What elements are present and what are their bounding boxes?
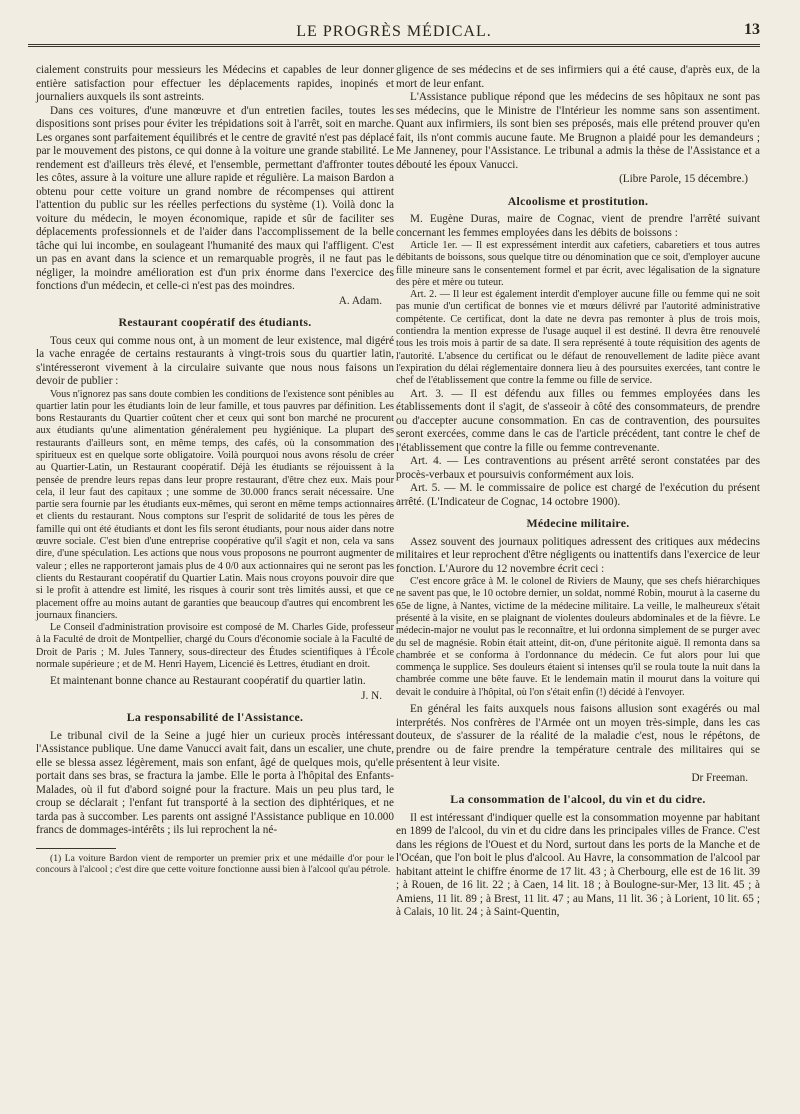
paragraph: Vous n'ignorez pas sans doute combien les conditions de l'existence sont pénibles au quartier latin pour les étudiants loin de leur famille, et tous pauvres par définition. Les bons Restaurants du Quartier coûtent cher et ceux qui sont bon marché ne procurent aux étudiants qu'une alimentation généralement peu hygiénique. La plupart des restaurants d'ailleurs sont, en même temps, des cafés, où la consommation des spiritueux est en quelque sorte obligatoire. Voilà pourquoi nous avons résolu de créer au Quartier-Latin, un Restaurant coopératif. Déjà les étudiants se réjouissent à la pensée de prendre leurs repas dans leur propre restaurant, d'être chez eux. Mais pour cela, il leur faut des capitaux ; une somme de 30.000 francs serait nécessaire. Une partie sera fournie par les étudiants eux-mêmes, qui seront en même temps actionnaires et clients du restaurant. Nous comptons sur l'esprit de solidarité de tous les pères de famille qui ont été étudiants et dont les fils seront étudiants, pour nous aider dans notre œuvre sociale. C'est bien d'une entreprise coopérative qu'il s'agit et non, cela va sans dire, d'une spéculation. Les actions que nous vous proposons ne pourront augmenter de valeur ; elles ne rapporteront jamais plus de 4 0/0 aux actionnaires qui ne seront pas les clients du Restaurant coopératif du Quartier Latin. Mais nous croyons pouvoir dire que si le profit à attendre est limité, les risques à courir sont très limités aussi, et que ce placement offre au moins autant de garanties que beaucoup d'autres qui encombrent les journaux financiers.	[36, 388, 394, 621]
quoted-article	[396, 576, 760, 699]
paragraph: Art. 2. — Il leur est également interdit d'employer aucune fille ou femme qui ne soit pas munie d'un certificat de bonnes vie et mœurs délivré par l'autorité administrative compétente. Ce certificat, dont la date ne devra pas remonter à plus de trois mois, contiendra la mention expresse de l'usage auquel il est destiné. Il devra être renouvelé tous les trois mois à partir de sa date. Il sera représenté à toute réquisition des agents de l'autorité. L'absence du certificat ou le défaut de renouvellement de ladite pièce avant l'expiration du délai réglementaire donnera lieu à des poursuites exercées, tant contre le chef de l'établissement que contre la femme ou fille de service.	[396, 289, 760, 387]
paragraph: Le tribunal civil de la Seine a jugé hier un curieux procès intéressant l'Assistance publique. Une dame Vanucci avait fait, dans un escalier, une chute, elle se blessa assez légèrement, mais son enfant, âgé de quelques mois, qu'elle portait dans ses bras, se fractura la jambe. Elle le porta à l'hôpital des Enfants-Malades, où il fut d'abord soigné pour la fracture. Mais un peu plus tard, le croup se déclarait ; l'enfant fut transporté à la section des diphtériques, et ne tarda pas à succomber. Les parents ont assigné l'Assistance publique en 10.000 francs de dommages-intérêts ; ils lui reprochent la né-	[36, 729, 394, 837]
page-header	[28, 18, 760, 47]
paragraph: Article 1er. — Il est expressément interdit aux cafetiers, cabaretiers et tous autres débitants de boissons, sous quelque titre ou dénomination que ce soit, d'employer aucune fille mineure sans le consentement formel et par écrit, avec légalisation de la signature des père et mère ou tuteur.	[396, 240, 760, 288]
signature: J. N.	[361, 689, 382, 702]
paragraph: Il est intéressant d'indiquer quelle est la consommation moyenne par habitant en 1899 de l'alcool, du vin et du cidre dans les principales villes de France. C'est dans les régions de l'Ouest et du Nord, surtout dans les ports de la Manche et de l'Océan, que l'on boit le plus d'alcool. Au Havre, la consommation de l'alcool par habitant atteint le chiffre énorme de 17 lit. 43 ; à Cherbourg, elle est de 16 lit. 39 ; à Rouen, de 16 lit. 22 ; à Caen, 14 lit. 18 ; à Boulogne-sur-Mer, 13 lit. 45 ; à Amiens, 11 lit. 89 ; à Brest, 11 lit. 47 ; au Mans, 11 lit. 36 ; à Lorient, 10 lit. 65 ; à Calais, 10 lit. 24 ; à Saint-Quentin,	[396, 811, 760, 919]
page-number: 13	[744, 21, 760, 38]
section-heading: Alcoolisme et prostitution.	[507, 193, 649, 208]
quoted-circular	[36, 389, 394, 672]
right-column	[396, 64, 760, 920]
section-heading: La consommation de l'alcool, du vin et du cidre.	[450, 792, 706, 807]
paragraph: Tous ceux qui comme nous ont, à un moment de leur existence, mal digéré la vache enragée de certains restaurants à vingt-trois sous du quartier latin, s'intéresseront vivement à la circulaire suivante que nous nous faisons un devoir de publier :	[36, 334, 394, 387]
source-citation: (Libre Parole, 15 décembre.)	[619, 173, 748, 185]
decree-articles	[396, 240, 760, 388]
signature: Dr Freeman.	[691, 771, 748, 784]
paragraph: Et maintenant bonne chance au Restaurant coopératif du quartier latin.	[50, 675, 366, 688]
paragraph: Art. 4. — Les contraventions au présent arrêté seront constatées par des procès-verbaux et poursuivis conformément aux lois.	[396, 455, 760, 481]
paragraph: L'Assistance publique répond que les médecins de ses hôpitaux ne sont pas ses médecins, que le Ministre de l'Intérieur les nomme sans son assentiment. Quant aux infirmiers, ils sont bien ses préposés, mais elle prétend prouver qu'en fait, ils n'ont commis aucune faute. Me Brugnon a plaidé pour les demandeurs ; Me Janneney, pour l'Assistance. Le tribunal a admis la thèse de l'Assistance et a débouté les époux Vanucci.	[396, 91, 760, 171]
paragraph: Dans ces voitures, d'une manœuvre et d'un entretien faciles, toutes les dispositions sont prises pour éviter les trépidations soit à l'arrêt, soit en marche. Les organes sont parfaitement équilibrés et le centre de gravité n'est pas déplacé par le mouvement des pistons, ce qui donne à la voiture une grande stabilité. Le rendement est d'ailleurs très élevé, et l'ensemble, permettant d'affronter toutes les côtes, assure à la voiture une allure rapide et régulière. La maison Bardon a obtenu pour cette voiture un grand nombre de récompenses qui attirent l'attention du public sur les réelles perfections du système (1). Voilà donc la voiture du médecin, le moyen économique, rapide et sûr de faciliter ses déplacements professionnels et de l'aider dans l'accomplissement de la belle tâche qui lui incombe, en soulageant l'humanité des maux qui l'affligent. C'est un pas en avant dans la science et un remarquable progrès, il ne faut pas le négliger, la moindre amélioration est d'un prix énorme dans l'exercice des fonctions d'un médecin, et celle-ci n'est pas des moindres.	[36, 104, 394, 292]
section-heading: La responsabilité de l'Assistance.	[126, 710, 304, 725]
section-heading: Médecine militaire.	[526, 516, 630, 531]
paragraph: cialement construits pour messieurs les Médecins et capables de leur donner entière satisfaction pour effectuer les déplacements rapides, inopinés et journaliers auxquels ils sont astreints.	[36, 64, 394, 103]
footnote-divider	[36, 848, 116, 849]
signature: A. Adam.	[338, 294, 382, 307]
paragraph: Le Conseil d'administration provisoire est composé de M. Charles Gide, professeur à la Faculté de droit de Montpellier, chargé du Cours d'économie sociale à la Faculté de Droit de Paris ; M. Jules Tannery, sous-directeur des Études scientifiques à l'École normale supérieure ; et de M. Henri Hayem, Licencié ès Lettres, étudiant en droit.	[36, 622, 394, 671]
paragraph: En général les faits auxquels nous faisons allusion sont exagérés ou mal interprétés. Nos confrères de l'Armée ont un moyen très-simple, dans les cas douteux, de s'assurer de la réalité de la maladie c'est, nous le répétons, de prendre ou de faire prendre la température centrale des militaires qui se présentent à leur visite.	[396, 703, 760, 770]
paragraph: M. Eugène Duras, maire de Cognac, vient de prendre l'arrêté suivant concernant les femmes employées dans les débits de boissons :	[396, 213, 760, 239]
left-column	[36, 64, 394, 876]
journal-title: LE PROGRÈS MÉDICAL.	[296, 23, 492, 40]
footnote: (1) La voiture Bardon vient de remporter un premier prix et une médaille d'or pour le concours à l'alcool ; c'est dire que cette voiture fonctionne aussi bien à l'alcool qu'au pétrole.	[36, 852, 394, 876]
paragraph: gligence de ses médecins et de ses infirmiers qui a été cause, d'après eux, de la mort de leur enfant.	[396, 64, 760, 90]
paragraph: Art. 3. — Il est défendu aux filles ou femmes employées dans les établissements dont il s'agit, de s'asseoir à côté des consommateurs, de prendre ou d'accepter aucune consommation. En cas de contravention, des poursuites seront exercées, comme dans le cas de l'article précédent, tant contre le chef de l'établissement que contre la fille ou femme contrevenante.	[396, 387, 760, 454]
paragraph: Assez souvent des journaux politiques adressent des critiques aux médecins militaires et leur reprochent d'être négligents ou inattentifs dans l'exercice de leur fonction. L'Aurore du 12 novembre écrit ceci :	[396, 535, 760, 575]
section-heading: Restaurant coopératif des étudiants.	[118, 315, 312, 329]
paragraph: Art. 5. — M. le commissaire de police est chargé de l'exécution du présent arrêté. (L'Indicateur de Cognac, 14 octobre 1900).	[396, 482, 760, 508]
paragraph: C'est encore grâce à M. le colonel de Riviers de Mauny, que ses chefs hiérarchiques ne savent pas que, le 10 octobre dernier, un soldat, nommé Robin, mourut à la caserne du 65e de ligne, à Nantes, victime de la médecine militaire. La veille, le malheureux s'était présenté à la visite, en se plaignant de violentes douleurs abdominales et de la fièvre. Le médecin-major ne voulut pas le reconnaître, et lui ordonna simplement de se purger avec du sel de magnésie. Robin était atteint, dit-on, d'une péritonite aiguë. Il remonta dans sa chambrée et se conforma à l'ordonnance du médecin. Ce fut alors pour lui que commença le supplice. Ses douleurs étaient si intenses qu'il se roula toute la nuit dans la chambrée comme une bête fauve. Et le lendemain matin il mourut dans la voiture qui devait le conduire à l'hôpital, où l'on s'était enfin (!) décidé à l'envoyer.	[396, 576, 760, 698]
